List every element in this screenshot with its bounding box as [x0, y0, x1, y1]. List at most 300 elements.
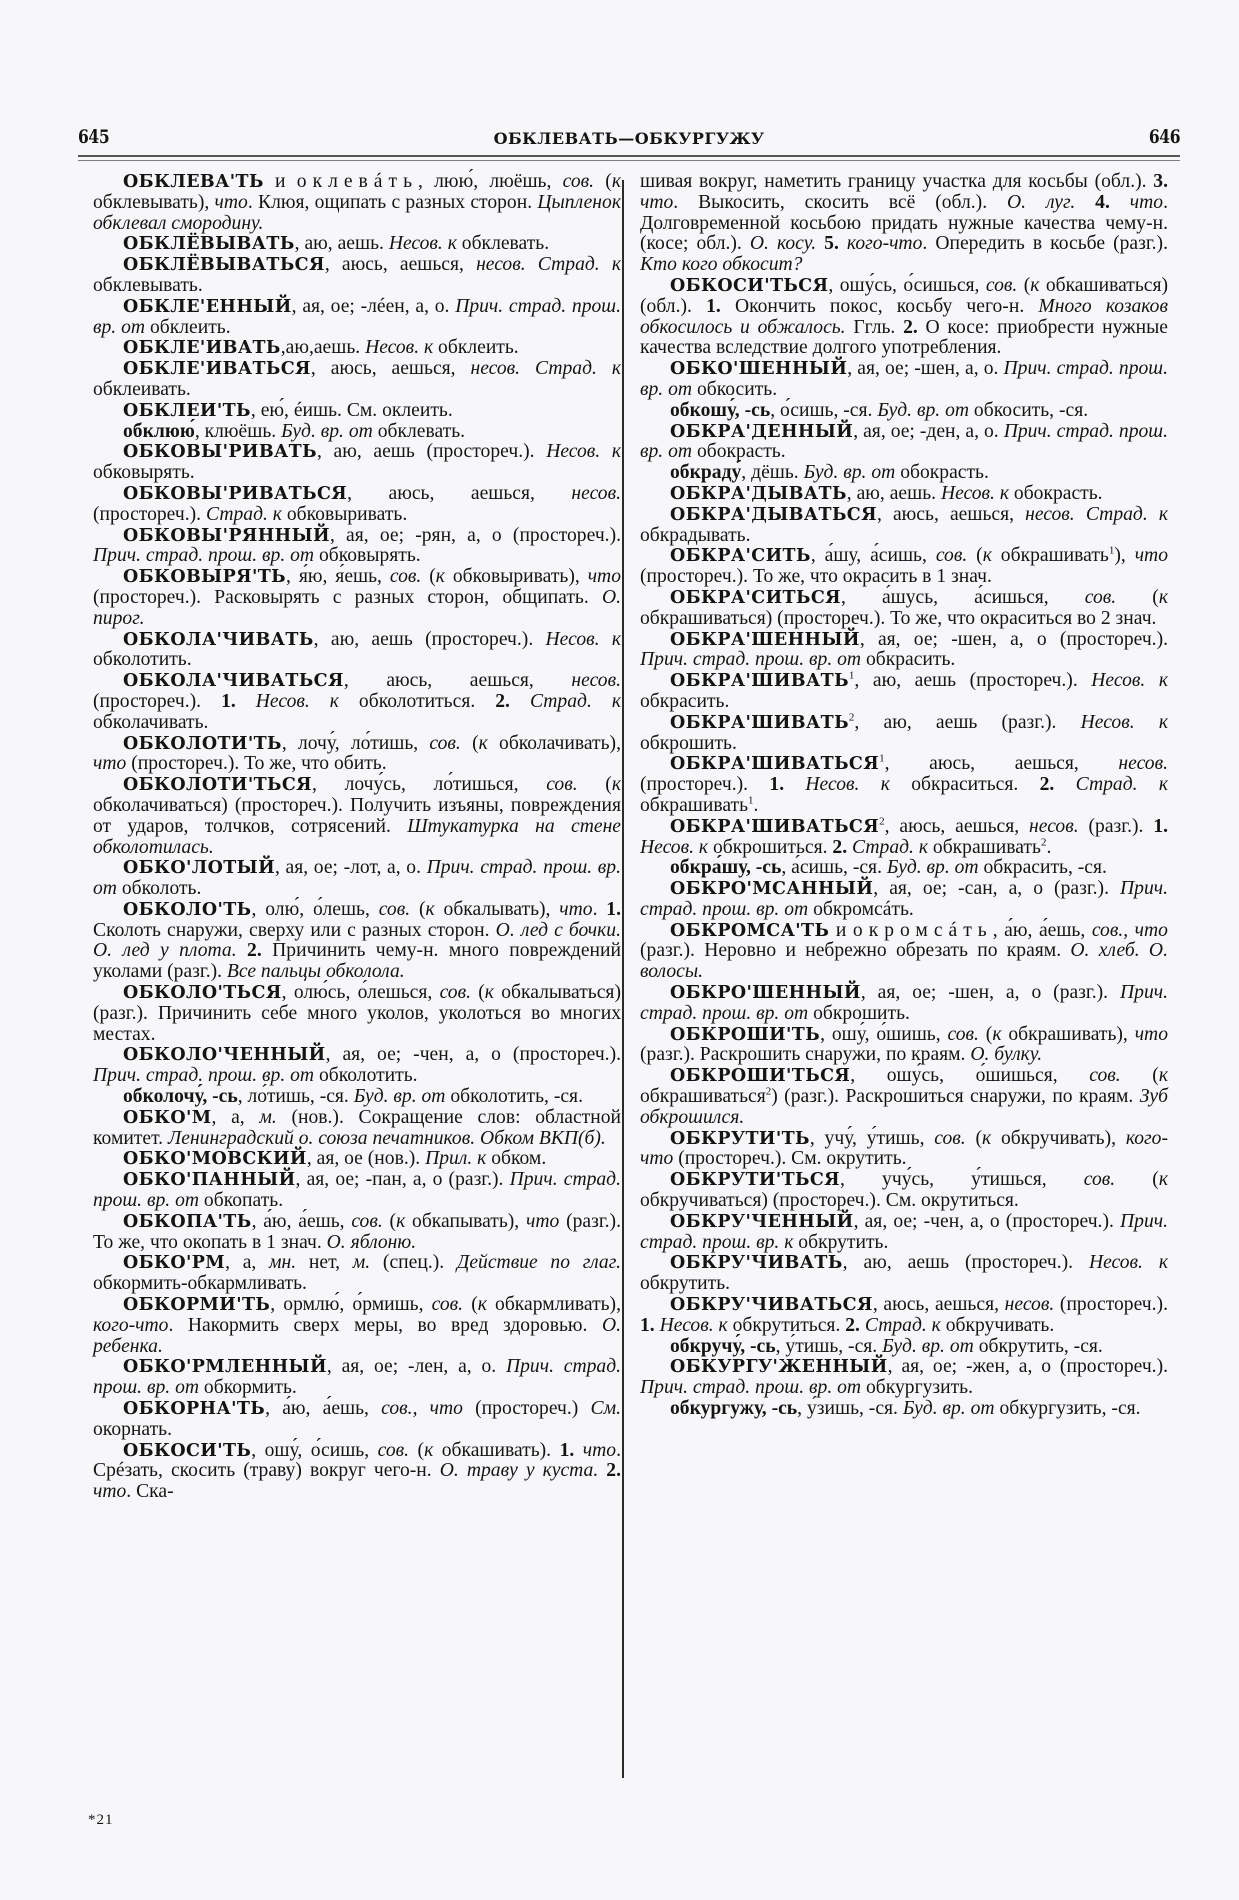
- definition-text: (: [978, 1023, 993, 1045]
- headword: ОБКРУТИ'ТЬ: [670, 1128, 810, 1149]
- definition-text: обкрашивать: [640, 794, 749, 816]
- homonym-index: 2: [848, 711, 855, 724]
- headword: ОБКРА'ШИВАТЬ: [670, 712, 849, 733]
- grammar-label: О. яблоню.: [326, 1231, 417, 1253]
- dictionary-entry: [640, 983, 1168, 1025]
- definition-text: обкормить.: [199, 1377, 297, 1399]
- headword: ОБКЛЕ'ИВАТЬ: [123, 338, 281, 359]
- headword: ОБКРА'СИТЬСЯ: [670, 587, 841, 608]
- grammar-label: Прич. страд. прош. вр. от: [640, 982, 1168, 1024]
- grammar-label: О. пирог.: [93, 586, 621, 629]
- headword: ОБКРО'ШЕННЫЙ: [670, 983, 861, 1004]
- grammar-label: к: [1158, 586, 1168, 608]
- definition-text: , люю́, люёшь,: [418, 171, 563, 192]
- grammar-label: Страд. к: [852, 836, 928, 858]
- definition-text: , а́сишь, -ся.: [781, 857, 887, 879]
- dictionary-entry: [640, 713, 1168, 755]
- dictionary-entry: [640, 1357, 1168, 1399]
- definition-text: обкашивать).: [433, 1439, 560, 1461]
- definition-text: (разг.). Раскрошить снаружи, по краям.: [640, 1044, 971, 1066]
- variant-headword: оклевáть: [296, 171, 419, 192]
- definition-text: обклеивать.: [93, 378, 191, 400]
- definition-text: (: [1017, 274, 1031, 296]
- sense-number: 2.: [1039, 774, 1055, 796]
- dictionary-entry: [640, 1337, 1168, 1358]
- grammar-label: несов. Страд. к: [476, 254, 621, 276]
- definition-text: , ая, ое; -лéен, а, о.: [291, 295, 456, 317]
- definition-text: , ло́тишь, -ся.: [237, 1086, 354, 1108]
- grammar-label: что: [559, 898, 593, 920]
- homonym-index: 1: [848, 669, 855, 682]
- grammar-label: Буд. вр. от: [803, 462, 896, 484]
- grammar-label: к: [982, 1127, 992, 1149]
- grammar-label: См.: [590, 1398, 621, 1420]
- definition-text: обколачиваться) (простореч.). Получить изъяны, повреждения от ударов, толчков, сотрясений.: [93, 794, 621, 837]
- definition-text: ) (разг.). Раскрошиться снаружи, по краям.: [771, 1086, 1140, 1108]
- grammar-label: О. луг.: [1007, 191, 1076, 213]
- headword: ОБКРОМСА'ТЬ: [670, 920, 830, 941]
- definition-text: и: [829, 919, 853, 941]
- definition-text: (простореч.). То же, что обить.: [126, 753, 387, 775]
- grammar-label: к: [992, 1023, 1002, 1045]
- dictionary-entry: [640, 422, 1168, 464]
- dictionary-entry: [93, 1357, 621, 1399]
- headword: ОБКРОШИ'ТЬ: [670, 1024, 821, 1045]
- headword: ОБКЛЕИ'ТЬ: [123, 400, 251, 421]
- grammar-label: сов.: [351, 1210, 383, 1232]
- grammar-label: что: [582, 1439, 617, 1461]
- grammar-label: Страд. к: [529, 690, 621, 712]
- definition-text: обколотиться.: [338, 690, 496, 712]
- definition-text: , а́шусь, а́сишься,: [840, 586, 1085, 608]
- definition-text: , аюсь, аешься,: [876, 503, 1026, 525]
- grammar-label: Прич. страд. прош. вр. от: [93, 545, 315, 567]
- definition-text: обкрошиться.: [708, 836, 833, 858]
- grammar-label: Прил. к: [425, 1148, 487, 1170]
- definition-text: , аюсь, аешься,: [884, 815, 1030, 837]
- definition-text: [1054, 774, 1075, 795]
- headword-form: обкраду́: [670, 462, 742, 484]
- definition-text: (простореч.). См. окрутить.: [673, 1148, 907, 1170]
- headword-form: обколочу́, -сь: [123, 1086, 238, 1108]
- headword-form: обкургужу, -сь: [670, 1398, 798, 1420]
- definition-text: . Клюя, ощипать с разных сторон.: [247, 191, 538, 213]
- dictionary-entry: [640, 463, 1168, 484]
- grammar-label: О. траву у куста.: [439, 1460, 599, 1482]
- definition-text: обколотить.: [314, 1065, 418, 1087]
- grammar-label: несов.: [1004, 1294, 1055, 1316]
- definition-text: обкургузить, -ся.: [994, 1398, 1141, 1420]
- grammar-label: мн.: [269, 1252, 297, 1274]
- dictionary-entry: [640, 588, 1168, 630]
- definition-text: (простореч.). То же, что окрасить в 1 знач.: [640, 566, 992, 588]
- definition-text: [784, 774, 805, 795]
- grammar-label: м.: [259, 1106, 277, 1128]
- grammar-label: сов.: [1084, 586, 1117, 608]
- definition-text: окорнать.: [93, 1418, 172, 1440]
- definition-text: обковырять.: [93, 462, 195, 484]
- headword: ОБКОВЫ'РЯННЫЙ: [123, 525, 330, 546]
- dictionary-entry: [93, 1399, 621, 1441]
- grammar-label: Страд. к: [864, 1314, 941, 1336]
- definition-text: , аюсь, аешься,: [347, 482, 572, 504]
- grammar-label: Действие по глаг.: [456, 1252, 622, 1274]
- definition-text: , аю, аешь.: [294, 233, 389, 255]
- definition-text: , клюёшь.: [194, 420, 282, 442]
- signature-mark: *21: [88, 1812, 114, 1828]
- definition-text: , аю, аешь (простореч.).: [842, 1252, 1089, 1274]
- definition-text: (нов.). Сокращение слов: областной комитет.: [93, 1106, 621, 1149]
- definition-text: (: [382, 1210, 397, 1232]
- headword: ОБКОРМИ'ТЬ: [123, 1295, 271, 1316]
- definition-text: (простореч.).: [640, 774, 770, 796]
- grammar-label: что: [1134, 545, 1168, 567]
- definition-text: , аюсь, аешься,: [324, 254, 477, 276]
- headword: ОБКЛЁВЫВАТЬ: [123, 234, 295, 255]
- grammar-label: сов.: [985, 274, 1018, 296]
- definition-text: [1075, 192, 1095, 213]
- headword-form: обклюю́: [123, 420, 195, 442]
- grammar-label: сов., что: [381, 1398, 463, 1420]
- dictionary-entry: [93, 775, 621, 858]
- definition-text: обкалываться) (разг.). Причинить себе много уколов, уколоться во многих местах.: [93, 982, 621, 1045]
- definition-text: обкрутить, -ся.: [973, 1335, 1103, 1357]
- definition-text: нет,: [296, 1252, 353, 1274]
- sense-number: 2.: [845, 1314, 860, 1336]
- headword: ОБКОСИ'ТЬСЯ: [670, 275, 829, 296]
- sense-number: 1.: [640, 1314, 655, 1336]
- grammar-label: Несов. к: [388, 233, 457, 255]
- grammar-label: к: [424, 1439, 434, 1461]
- dictionary-entry: [640, 1025, 1168, 1067]
- sense-number: 3.: [1153, 171, 1168, 192]
- sense-number: 2.: [606, 1460, 621, 1482]
- dictionary-entry: [93, 1170, 621, 1212]
- definition-text: (простореч.).: [93, 503, 206, 525]
- grammar-label: Буд. вр. от: [886, 857, 979, 879]
- grammar-label: к: [1158, 1169, 1168, 1191]
- definition-text: обкрошить.: [808, 1002, 910, 1024]
- headword: ОБКРА'ДЫВАТЬСЯ: [670, 504, 877, 525]
- definition-text: , дёшь.: [741, 462, 804, 484]
- dictionary-entry: [93, 422, 621, 443]
- headword: ОБКРА'СИТЬ: [670, 546, 811, 567]
- grammar-label: к: [484, 982, 494, 1004]
- definition-text: , аюсь, аешься,: [343, 670, 572, 692]
- definition-text: , аю, аешь.: [846, 482, 941, 504]
- dictionary-entry: [640, 754, 1168, 816]
- grammar-label: Прич. страд. прош. вр. от: [93, 1356, 622, 1399]
- grammar-label: Прич. страд. прош. вр. от: [640, 420, 1168, 463]
- grammar-label: к: [478, 732, 488, 754]
- grammar-label: Прич. страд. прош. вр. от: [93, 1065, 315, 1087]
- grammar-label: Буд. вр. от: [877, 399, 970, 421]
- headword: ОБКОСИ'ТЬ: [123, 1440, 252, 1461]
- homonym-index: 1: [879, 752, 885, 765]
- grammar-label: Все пальцы обколола.: [226, 961, 405, 983]
- grammar-label: Цыпленок обклевал смородину.: [93, 191, 621, 234]
- grammar-label: несов. Страд. к: [1025, 503, 1169, 525]
- headword-form: обкошу́, -сь: [670, 399, 771, 421]
- grammar-label: сов.: [377, 1439, 410, 1461]
- headword: ОБКРА'ДЫВАТЬ: [670, 483, 847, 504]
- definition-text: , аюсь, аешься,: [872, 1294, 1005, 1316]
- definition-text: и: [263, 171, 297, 192]
- definition-text: (: [410, 898, 426, 920]
- sense-number: 1.: [221, 690, 236, 712]
- sense-number: 2.: [247, 940, 262, 962]
- sense-number: 1.: [606, 898, 621, 920]
- headword: ОБКО'ШЕННЫЙ: [670, 359, 848, 380]
- grammar-label: Несов. к: [255, 690, 339, 712]
- grammar-label: О. булку.: [970, 1044, 1043, 1066]
- right-column: [640, 172, 1168, 1420]
- grammar-label: кого-что: [846, 233, 923, 255]
- definition-text: обколотить.: [93, 649, 192, 671]
- definition-text: , аю, аешь (простореч.).: [854, 670, 1092, 692]
- dictionary-entry: [640, 1212, 1168, 1254]
- definition-text: обклевать.: [372, 420, 466, 442]
- headword: ОБКО'МОВСКИЙ: [123, 1149, 307, 1170]
- headword: ОБКОЛО'ЧЕННЫЙ: [123, 1045, 326, 1066]
- grammar-label: сов.: [378, 898, 411, 920]
- definition-text: (: [594, 171, 612, 192]
- dictionary-entry: [93, 484, 621, 526]
- grammar-label: сов.: [429, 732, 461, 754]
- headword: ОБКОВЫ'РИВАТЬ: [123, 442, 317, 463]
- definition-text: обколачивать),: [487, 732, 621, 754]
- dictionary-entry: [93, 1087, 621, 1108]
- definition-text: обкручивать.: [940, 1314, 1055, 1336]
- headword: ОБКОПА'ТЬ: [123, 1211, 252, 1232]
- page-header: [78, 126, 1180, 156]
- definition-text: обком.: [486, 1148, 547, 1170]
- homonym-index: 1: [1108, 544, 1115, 557]
- left-page-number: 645: [78, 126, 110, 148]
- grammar-label: Зуб обкрошился.: [640, 1086, 1168, 1128]
- dictionary-entry: [640, 1253, 1168, 1295]
- grammar-label: к: [611, 171, 621, 192]
- definition-text: , ая, ое; -шен, а, о (простореч.).: [859, 628, 1168, 650]
- headword: ОБКЛЁВЫВАТЬСЯ: [123, 255, 325, 276]
- definition-text: шивая вокруг, наметить границу участка для косьбы (обл.).: [640, 171, 1154, 192]
- dictionary-entry: [93, 1045, 621, 1087]
- definition-text: , ая, ое; -рян, а, о (простореч.).: [329, 524, 621, 546]
- grammar-label: О. косу.: [749, 233, 817, 255]
- definition-text: обклеить.: [433, 337, 519, 359]
- homonym-index: 1: [748, 794, 754, 807]
- grammar-label: что: [1134, 1023, 1168, 1045]
- definition-text: обокрасть.: [895, 462, 989, 484]
- grammar-label: О. хлеб. О. волосы.: [640, 940, 1168, 983]
- grammar-label: Несов. к: [1088, 1252, 1169, 1274]
- definition-text: , ею́, éишь. См. оклеить.: [250, 399, 453, 421]
- dictionary-entry: [93, 671, 621, 733]
- dictionary-entry: [640, 484, 1168, 505]
- grammar-label: Штукатурка на стене обколотилась.: [93, 815, 621, 858]
- dictionary-entry: [93, 1295, 621, 1357]
- definition-text: (: [965, 1127, 982, 1149]
- dictionary-entry: [640, 401, 1168, 422]
- definition-text: (: [460, 732, 479, 754]
- grammar-label: что: [526, 1210, 560, 1232]
- grammar-label: Несов. к: [940, 482, 1010, 504]
- grammar-label: сов.: [389, 566, 422, 588]
- grammar-label: сов., что: [1091, 919, 1168, 941]
- definition-text: обклеить.: [145, 316, 231, 338]
- headword: ОБКРА'ШИВАТЬСЯ: [670, 816, 880, 837]
- definition-text: , аю, аешь (простореч.).: [316, 441, 547, 463]
- dictionary-entry: [640, 858, 1168, 879]
- dictionary-entry: [93, 567, 621, 629]
- definition-text: Окончить покос, косьбу чего-н.: [720, 295, 1039, 317]
- definition-text: , ая, ое (нов.).: [306, 1148, 426, 1170]
- definition-text: (простореч.).: [1054, 1294, 1168, 1316]
- dictionary-entry: [640, 546, 1168, 588]
- headword: ОБКОВЫРЯ'ТЬ: [123, 567, 286, 588]
- definition-text: обклевывать),: [93, 191, 215, 213]
- headword: ОБКРА'ШИВАТЬ: [670, 671, 849, 692]
- grammar-label: к: [477, 1294, 487, 1316]
- dictionary-entry: [93, 734, 621, 776]
- grammar-label: Несов. к: [805, 774, 890, 796]
- dictionary-entry: [93, 1253, 621, 1295]
- grammar-label: несов.: [571, 482, 621, 504]
- dictionary-entry: [640, 276, 1168, 359]
- headword: ОБКРУТИ'ТЬСЯ: [670, 1170, 841, 1191]
- dictionary-entry: [640, 879, 1168, 921]
- definition-text: , ая, ое; -пан, а, о (разг.).: [295, 1169, 510, 1191]
- grammar-label: Страд. к: [1075, 774, 1168, 796]
- definition-text: , ая, ое; -ден, а, о.: [853, 420, 1004, 442]
- definition-text: обклевывать.: [93, 274, 203, 296]
- definition-text: , я́ю, я́ешь,: [286, 566, 390, 588]
- definition-text: , а,: [211, 1106, 260, 1128]
- definition-text: (: [1120, 1065, 1159, 1087]
- definition-text: [816, 233, 824, 254]
- grammar-label: сов.: [1089, 1065, 1121, 1087]
- grammar-label: к: [396, 1210, 406, 1232]
- definition-text: обкрошить.: [640, 732, 737, 754]
- header-rule: [78, 155, 1180, 161]
- grammar-label: Прич. страд. прош. вр. от: [93, 295, 621, 338]
- definition-text: обковыривать.: [281, 503, 408, 525]
- definition-text: Причинить чему-н. много повреждений уколами (разг.).: [93, 940, 621, 983]
- headword: ОБКРА'ШИВАТЬСЯ: [670, 754, 880, 775]
- headword: ОБКОЛОТИ'ТЬСЯ: [123, 775, 313, 796]
- definition-text: . Срéзать, скосить (траву) вокруг чего-н.: [93, 1439, 621, 1482]
- definition-text: , учу́, у́тишь,: [809, 1127, 935, 1149]
- definition-text: обколоть.: [116, 878, 202, 900]
- dictionary-entry: [93, 983, 621, 1045]
- definition-text: , ошу́, о́шишь,: [820, 1023, 948, 1045]
- grammar-label: что: [93, 753, 127, 775]
- definition-text: , у́тишь, -ся.: [775, 1335, 883, 1357]
- definition-text: , аю, аешь (разг.).: [854, 711, 1081, 733]
- dictionary-entry: [640, 630, 1168, 672]
- grammar-label: кого-что: [93, 1314, 169, 1336]
- grammar-label: что: [214, 191, 248, 213]
- grammar-label: Прич. страд. прош. вр. от: [93, 1169, 621, 1212]
- definition-text: [237, 940, 247, 961]
- definition-text: обкрадывать.: [640, 524, 751, 546]
- definition-text: обкармливать),: [486, 1294, 621, 1316]
- grammar-label: сов.: [934, 1127, 966, 1149]
- definition-text: обкрутить.: [793, 1231, 889, 1253]
- headword: ОБКОЛА'ЧИВАТЬ: [123, 629, 314, 650]
- grammar-label: что: [1129, 191, 1164, 213]
- definition-text: , ошу́сь, о́шишься,: [850, 1065, 1090, 1087]
- definition-text: обкормить-обкармливать.: [93, 1273, 307, 1295]
- definition-text: (: [470, 982, 485, 1004]
- grammar-label: к: [1030, 274, 1040, 296]
- definition-text: . Ска-: [126, 1481, 174, 1503]
- definition-text: , ошу́, о́сишь,: [251, 1439, 378, 1461]
- sense-number: 1.: [706, 295, 721, 317]
- grammar-label: сов.: [431, 1294, 464, 1316]
- definition-text: , ая, ое; -лот, а, о.: [275, 857, 427, 879]
- dictionary-entry: [640, 1399, 1168, 1420]
- dictionary-entry: [93, 234, 621, 255]
- grammar-label: сов.: [1083, 1169, 1116, 1191]
- grammar-label: несов.: [1029, 815, 1079, 837]
- definition-text: ,аю,аешь.: [280, 337, 366, 359]
- definition-text: обкрашиваться) (простореч.). То же, что окраситься во 2 знач.: [640, 607, 1157, 629]
- dictionary-entry: [93, 359, 621, 401]
- definition-text: обкашиваться) (обл.).: [640, 274, 1168, 317]
- left-column: [93, 172, 621, 1503]
- headword: ОБКОВЫ'РИВАТЬСЯ: [123, 483, 348, 504]
- sense-number: 1.: [559, 1439, 575, 1461]
- definition-text: обкрашивать: [991, 545, 1109, 567]
- headword: ОБКРА'ШЕННЫЙ: [670, 629, 860, 650]
- definition-text: , ая, ое; -лен, а, о.: [326, 1356, 506, 1378]
- grammar-label: что: [587, 566, 621, 588]
- grammar-label: к: [1158, 1065, 1168, 1087]
- definition-text: обокрасть.: [1009, 482, 1103, 504]
- dictionary-entry: [93, 1108, 621, 1150]
- definition-text: , а́ю, а́ешь,: [992, 919, 1092, 941]
- definition-text: , аю, аешь (простореч.).: [313, 628, 546, 650]
- right-page-number: 646: [1148, 126, 1180, 148]
- definition-text: , а́ю, а́ешь,: [265, 1398, 382, 1420]
- grammar-label: несов.: [571, 670, 621, 692]
- grammar-label: Несов. к: [1091, 670, 1169, 692]
- definition-text: обкрасить, -ся.: [978, 857, 1107, 879]
- definition-text: обкрутиться.: [727, 1314, 846, 1336]
- headword: ОБКО'М: [123, 1107, 212, 1128]
- definition-text: , ая, ое; -сан, а, о (разг.).: [873, 878, 1120, 900]
- definition-text: , лочу́сь, ло́тишься,: [312, 774, 547, 796]
- dictionary-entry: [640, 1066, 1168, 1128]
- grammar-label: Прич. страд. прош. вр. от: [640, 1377, 862, 1399]
- dictionary-entry: [93, 900, 621, 983]
- grammar-label: сов.: [546, 774, 578, 796]
- definition-text: [1110, 192, 1130, 213]
- dictionary-entry: [640, 817, 1168, 859]
- dictionary-entry: [93, 1441, 621, 1503]
- grammar-label: Страд. к: [205, 503, 282, 525]
- dictionary-entry: [93, 255, 621, 297]
- headword: ОБКО'ПАННЫЙ: [123, 1170, 296, 1191]
- homonym-index: 2: [879, 815, 885, 828]
- dictionary-entry: [640, 1129, 1168, 1171]
- grammar-label: Ленинградский о. союза печатников. Обком ВКП(б).: [167, 1127, 606, 1149]
- grammar-label: Буд. вр. от: [353, 1086, 446, 1108]
- grammar-label: Прич. страд. прош. вр. от: [640, 878, 1168, 920]
- definition-text: (разг.).: [1078, 815, 1154, 837]
- definition-text: , ая, ое; -шен, а, о (разг.).: [860, 982, 1120, 1004]
